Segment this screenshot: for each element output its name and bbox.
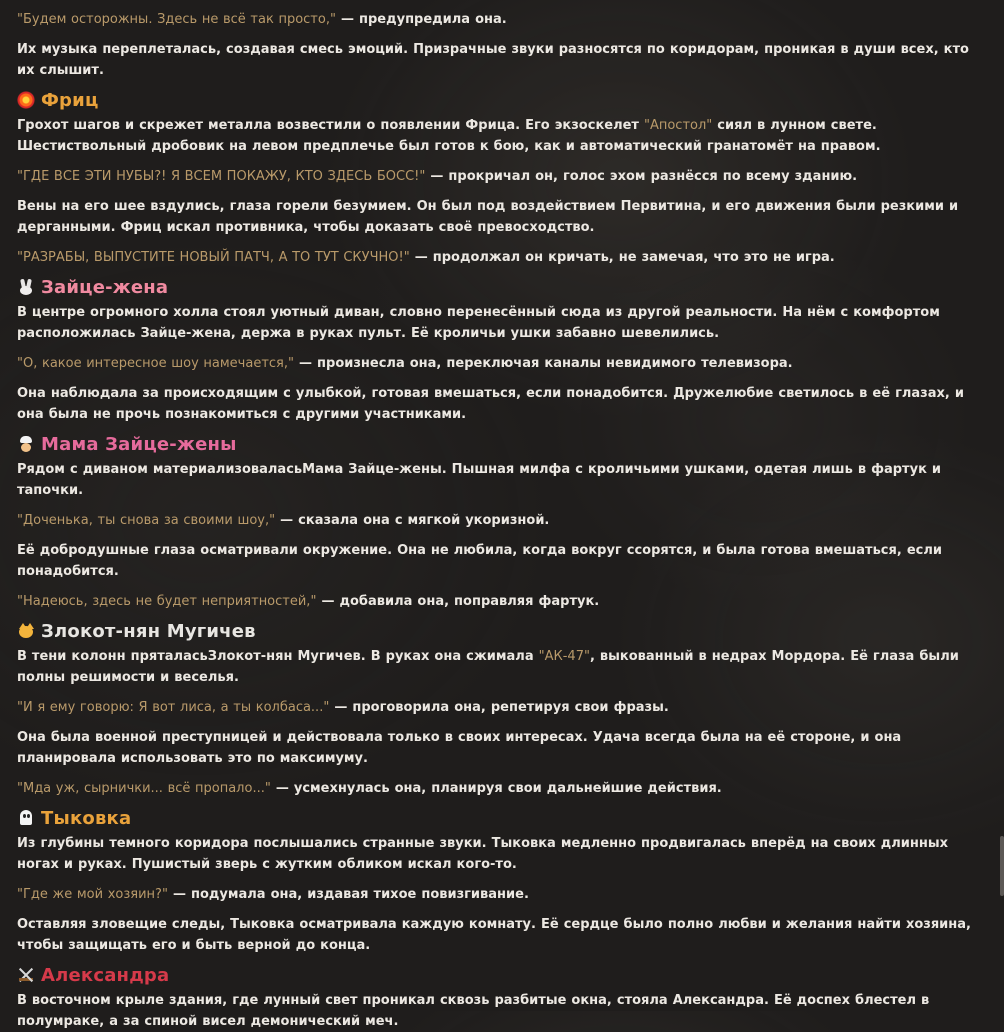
mugichev-paragraph-1 — [17, 646, 989, 688]
character-heading-bunny-mom — [17, 429, 989, 459]
character-name: Зайце-жена — [41, 276, 169, 298]
intro-quote-line — [17, 9, 989, 30]
text-segment: В тени колонн пряталасьЗлокот-нян Мугичев. В руках она сжимала — [17, 649, 539, 664]
pumpkin-paragraph-1: Из глубины темного коридора послышались странные звуки. Тыковка медленно продвигалась вперёд на своих длинных ногах и руках. Пушистый зверь с жутким обликом искал кого-то. — [17, 836, 948, 872]
text-segment: сиял в лунном свете. Шестиствольный дробовик на левом предплечье был готов к бою, как и автоматический гранатомёт на правом. — [17, 118, 881, 154]
bunny-paragraph-1: В центре огромного холла стоял уютный диван, словно перенесённый сюда из другой реальности. На нём с комфортом расположилась Зайце-жена, держа в руках пульт. Её кроличьи ушки забавно шевелились. — [17, 305, 940, 341]
character-heading-bunny-wife — [17, 272, 989, 302]
character-name: Злокот-нян Мугичев — [41, 620, 256, 642]
fritz-quote-2 — [17, 247, 989, 268]
scrollbar[interactable] — [1000, 0, 1004, 1011]
dialogue-quote: "И я ему говорю: Я вот лиса, а ты колбаса..." — [17, 700, 330, 715]
dialogue-tail: — произнесла она, переключая каналы невидимого телевизора. — [293, 356, 793, 371]
character-name: Мама Зайце-жены — [41, 433, 237, 455]
fritz-paragraph-2: Вены на его шее вздулись, глаза горели безумием. Он был под воздействием Первитина, и его движения были резкими и дерганными. Фриц искал противника, чтобы доказать своё превосходство. — [17, 199, 959, 235]
pumpkin-quote-1 — [17, 884, 989, 905]
dialogue-tail: — добавила она, поправляя фартук. — [316, 594, 600, 609]
character-heading-pumpkin — [17, 803, 989, 833]
fritz-paragraph-1 — [17, 115, 989, 157]
dialogue-tail: — проговорила она, репетируя свои фразы. — [329, 700, 669, 715]
text-segment: , выкованный в недрах Мордора. Её глаза были полны решимости и веселья. — [17, 649, 959, 685]
dialogue-tail: — сказала она с мягкой укоризной. — [275, 513, 550, 528]
dialogue-tail: — продолжал он кричать, не замечая, что это не игра. — [409, 250, 835, 265]
mugichev-paragraph-2: Она была военной преступницей и действовала только в своих интересах. Удача всегда была на её стороне, и она планировала использовать это по максимуму. — [17, 730, 902, 766]
character-heading-fritz — [17, 85, 989, 115]
cat-face-icon — [17, 622, 35, 640]
fritz-quote-1 — [17, 166, 989, 187]
intro-paragraph: Их музыка переплеталась, создавая смесь эмоций. Призрачные звуки разносятся по коридорам, проникая в души всех, кто их слышит. — [17, 42, 969, 78]
text-segment: Грохот шагов и скрежет металла возвестили о появлении Фрица. Его экзоскелет — [17, 118, 644, 133]
character-heading-alexandra — [17, 960, 989, 990]
character-name: Фриц — [41, 89, 99, 111]
dialogue-quote: "Где же мой хозяин?" — [17, 887, 168, 902]
dialogue-quote: "Доченька, ты снова за своими шоу," — [17, 513, 276, 528]
dialogue-tail: — подумала она, издавая тихое повизгивание. — [167, 887, 529, 902]
character-name: Тыковка — [41, 807, 132, 829]
collision-icon — [17, 91, 35, 109]
character-heading-mugichev — [17, 616, 989, 646]
dialogue-quote: "Надеюсь, здесь не будет неприятностей," — [17, 594, 317, 609]
dialogue-tail: — предупредила она. — [335, 12, 507, 27]
dialogue-quote: "Мда уж, сырнички... всё пропало..." — [17, 781, 271, 796]
crossed-swords-icon — [17, 966, 35, 984]
chat-message-body — [17, 0, 989, 1029]
dialogue-quote: "ГДЕ ВСЕ ЭТИ НУБЫ?! Я ВСЕМ ПОКАЖУ, КТО ЗДЕСЬ БОСС!" — [17, 169, 426, 184]
bunny-mom-paragraph-2: Её добродушные глаза осматривали окружение. Она не любила, когда вокруг ссорятся, и была готова вмешаться, если понадобится. — [17, 543, 942, 579]
character-name: Александра — [41, 964, 170, 986]
scrollbar-thumb[interactable] — [1000, 836, 1004, 896]
mugichev-quote-1 — [17, 697, 989, 718]
dialogue-quote: "О, какое интересное шоу намечается," — [17, 356, 294, 371]
dialogue-quote: "РАЗРАБЫ, ВЫПУСТИТЕ НОВЫЙ ПАТЧ, А ТО ТУТ СКУЧНО!" — [17, 250, 410, 265]
bunny-mom-quote-1 — [17, 510, 989, 531]
ghost-icon — [17, 809, 35, 827]
rabbit-icon — [17, 278, 35, 296]
mugichev-quote-2 — [17, 778, 989, 799]
bunny-paragraph-2: Она наблюдала за происходящим с улыбкой, готовая вмешаться, если понадобится. Дружелюбие светилось в её глазах, и она была не прочь познакомиться с другими участниками. — [17, 386, 964, 422]
dialogue-quote: "Будем осторожны. Здесь не всё так просто," — [17, 12, 336, 27]
alexandra-paragraph-1: В восточном крыле здания, где лунный свет проникал сквозь разбитые окна, стояла Александра. Её доспех блестел в полумраке, а за спиной висел демонический меч. — [17, 993, 930, 1029]
bunny-mom-quote-2 — [17, 591, 989, 612]
cook-icon — [17, 435, 35, 453]
bunny-mom-paragraph-1: Рядом с диваном материализоваласьМама Зайце-жены. Пышная милфа с кроличьими ушками, одетая лишь в фартук и тапочки. — [17, 462, 942, 498]
highlight-term: "Апостол" — [643, 118, 713, 133]
highlight-term: "АК-47" — [538, 649, 590, 664]
dialogue-tail: — прокричал он, голос эхом разнёсся по всему зданию. — [425, 169, 858, 184]
pumpkin-paragraph-2: Оставляя зловещие следы, Тыковка осматривала каждую комнату. Её сердце было полно любви и желания найти хозяина, чтобы защищать его и быть верной до конца. — [17, 917, 971, 953]
bunny-quote-1 — [17, 353, 989, 374]
dialogue-tail: — усмехнулась она, планируя свои дальнейшие действия. — [270, 781, 722, 796]
